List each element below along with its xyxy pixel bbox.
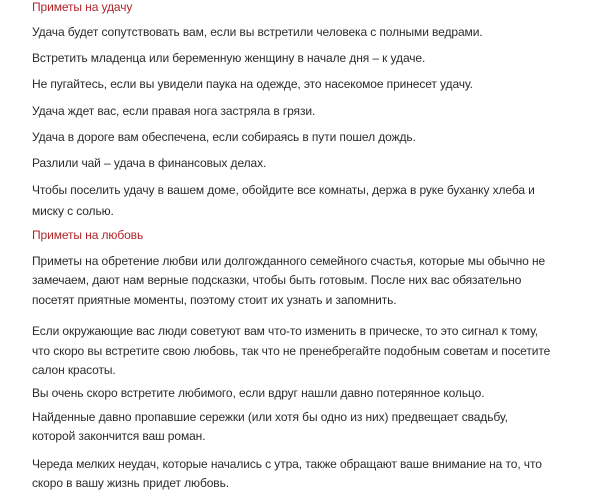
love-intro-line-2: замечаем, дают нам верные подсказки, чтобы быть готовым. После них вас обязательно: [32, 273, 522, 287]
love-intro-line-1: Приметы на обретение любви или долгожданного семейного счастья, которые мы обычно не: [32, 254, 546, 268]
love-intro-line-3: посетят приятные моменты, поэтому стоит их узнать и запомнить.: [32, 293, 397, 307]
luck-line-5: Удача в дороге вам обеспечена, если собираясь в пути пошел дождь.: [32, 130, 416, 144]
love-line-4a: Череда мелких неудач, которые начались с утра, также обращают ваше внимание на то, что: [32, 457, 542, 471]
luck-line-7a: Чтобы поселить удачу в вашем доме, обойдите все комнаты, держа в руке буханку хлеба и: [32, 183, 535, 197]
luck-line-1: Удача будет сопутствовать вам, если вы встретили человека с полными ведрами.: [32, 25, 483, 39]
section-heading-luck: Приметы на удачу: [32, 0, 133, 14]
luck-line-2: Встретить младенца или беременную женщину в начале дня – к удаче.: [32, 51, 426, 65]
luck-line-7b: миску с солью.: [32, 204, 114, 218]
love-line-1c: салон красоты.: [32, 363, 116, 377]
luck-line-4: Удача ждет вас, если правая нога застряла в грязи.: [32, 104, 316, 118]
love-line-1a: Если окружающие вас люди советуют вам что-то изменить в прическе, то это сигнал к тому,: [32, 324, 539, 338]
love-line-3b: которой закончится ваш роман.: [32, 429, 206, 443]
love-line-2: Вы очень скоро встретите любимого, если вдруг нашли давно потерянное кольцо.: [32, 386, 485, 400]
section-heading-love: Приметы на любовь: [32, 228, 144, 242]
luck-line-6: Разлили чай – удача в финансовых делах.: [32, 156, 267, 170]
luck-line-3: Не пугайтесь, если вы увидели паука на одежде, это насекомое принесет удачу.: [32, 77, 473, 91]
love-line-1b: что скоро вы встретите свою любовь, так что не пренебрегайте подобным советам и посетите: [32, 344, 551, 358]
love-line-4b: скоро в вашу жизнь придет любовь.: [32, 476, 229, 490]
love-line-3a: Найденные давно пропавшие сережки (или хотя бы одно из них) предвещает свадьбу,: [32, 410, 508, 424]
